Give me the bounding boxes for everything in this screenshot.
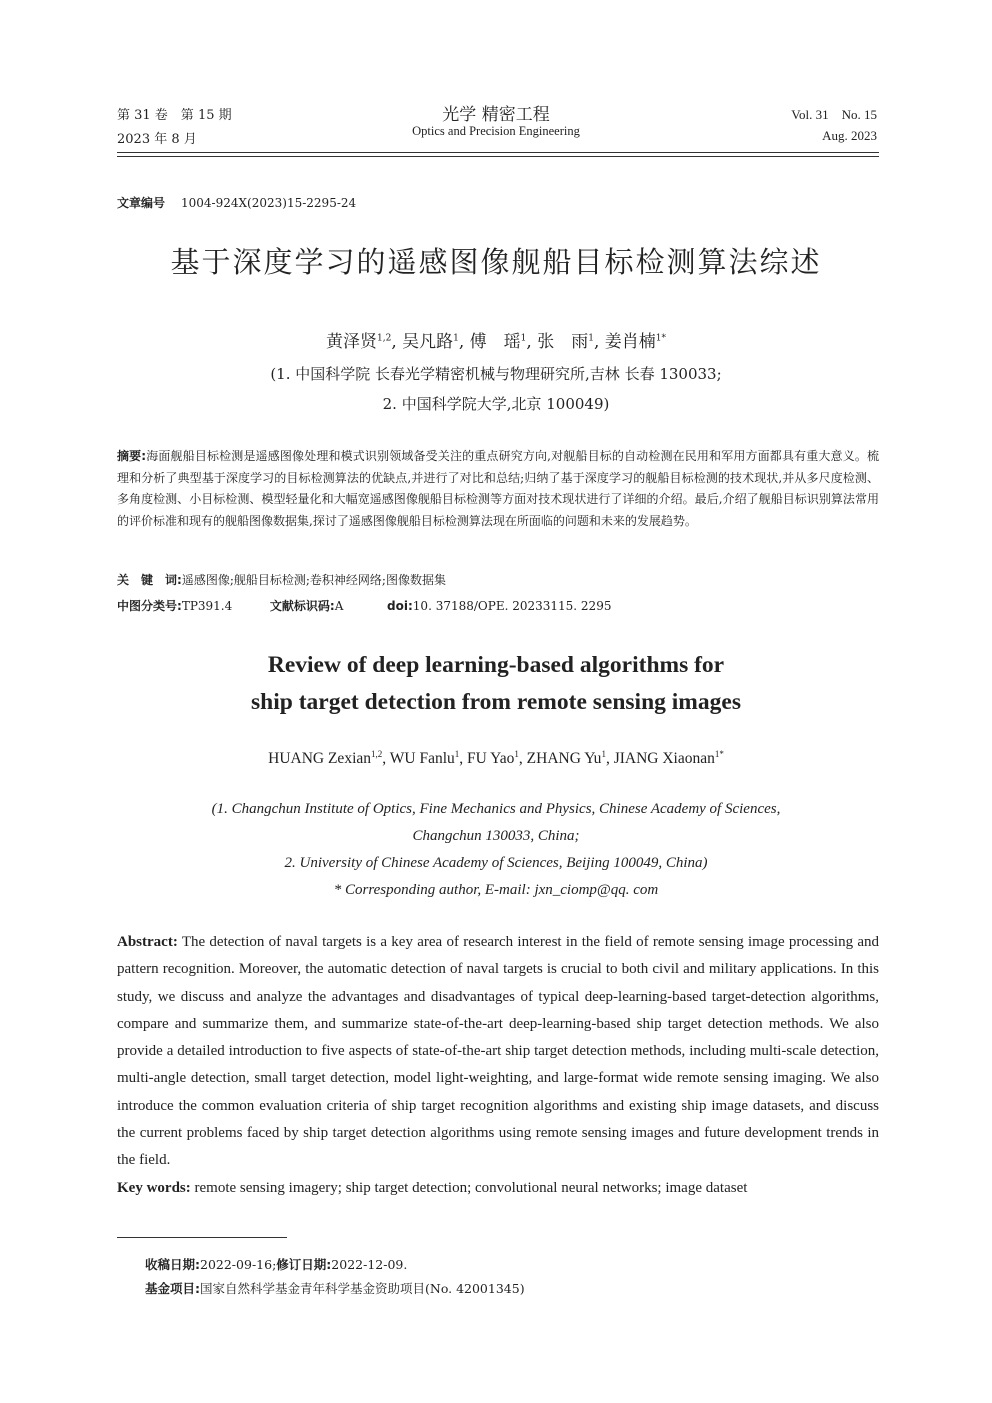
- keywords-cn: [117, 570, 879, 592]
- author-name: 黄泽贤: [325, 332, 377, 352]
- title-en-line-2: ship target detection from remote sensing images: [251, 689, 741, 715]
- author-name: 吴凡路: [402, 332, 454, 352]
- abstract-en-text: The detection of naval targets is a key area of research interest in the field of remote sensing image processing and pattern recognition. Moreover, the automatic detection of naval targets is crucial to both civil and military applications. In this study, we discuss and analyze the advantages and disadvantages of typical deep-learning-based target-detection algorithms, compare and summarize them, and summarize state-of-the-art deep-learning-based ship target detection methods. We also provide a detailed introduction to five aspects of state-of-the-art ship target detection methods, including multi-scale detection, multi-angle detection, small target detection, model light-weighting, and large-format wide remote sensing imaging. We also introduce the common evaluation criteria of ship target recognition algorithms and existing ship image datasets, and discuss the current problems faced by ship target detection algorithms using remote sensing images and future development trends in the field.: [117, 934, 879, 1169]
- article-number-value: 1004-924X(2023)15-2295-24: [181, 196, 357, 210]
- author-affiliation-mark: 1: [453, 333, 459, 344]
- author-name: 姜肖楠: [604, 332, 656, 352]
- author-affiliation-mark: 1: [454, 748, 460, 759]
- affiliation-en-line-2: Changchun 130033, China;: [412, 828, 580, 844]
- abstract-cn-text: 海面舰船目标检测是遥感图像处理和模式识别领域备受关注的重点研究方向,对舰船目标的自动检测在民用和军用方面都具有重大意义。梳理和分析了典型基于深度学习的目标检测算法的优缺点,并进行了对比和总结;归纳了基于深度学习的舰船目标检测的技术现状,并从多尺度检测、多角度检测、小目标检测、模型轻量化和大幅宽遥感图像舰船目标检测等方面对技术现状进行了详细的介绍。最后,介绍了舰船目标识别算法常用的评价标准和现有的舰船图像数据集,探讨了遥感图像舰船目标检测算法现在所面临的问题和未来的发展趋势。: [117, 449, 879, 529]
- article-number: [117, 194, 356, 211]
- abstract-cn: [117, 446, 879, 533]
- keywords-en-label: Key words:: [117, 1179, 191, 1196]
- keywords-cn-label: 关 键 词:: [117, 573, 182, 587]
- classification-line: [117, 596, 879, 618]
- doi-label: doi:: [387, 599, 413, 613]
- author-affiliation-mark: 1*: [714, 748, 724, 759]
- clc-label: 中图分类号:: [117, 599, 182, 613]
- clc-value: TP391.4: [181, 599, 233, 613]
- page-title-cn: 基于深度学习的遥感图像舰船目标检测算法综述: [170, 245, 822, 279]
- publication-date: 2023 年 8 月: [117, 132, 197, 147]
- footnote-funding: [145, 1279, 525, 1297]
- author-name: FU Yao: [467, 750, 515, 767]
- received-label: 收稿日期:: [145, 1257, 200, 1272]
- author-name: WU Fanlu: [389, 750, 455, 767]
- abstract-cn-label: 摘要:: [117, 449, 147, 463]
- author-name: JIANG Xiaonan: [613, 750, 715, 767]
- affiliation-en-line-1: (1. Changchun Institute of Optics, Fine Mechanics and Physics, Chinese Academy of Sciences,: [211, 801, 781, 817]
- affiliation-cn-2: 2. 中国科学院大学,北京 100049): [382, 395, 610, 413]
- author-list-cn: 黄泽贤$^{1,2}$, 吴凡路$^1$, 傅 瑶$^1$, 张 雨$^1$, 姜肖楠$^{1*}$: [325, 332, 666, 352]
- author-affiliation-mark: 1,2: [371, 748, 383, 759]
- author-name: 傅 瑶: [469, 332, 521, 352]
- abstract-en-label: Abstract:: [117, 934, 178, 950]
- author-affiliation-mark: 1: [601, 748, 606, 759]
- revised-label: 修订日期:: [276, 1257, 332, 1272]
- footnote-dates: [145, 1255, 407, 1273]
- author-affiliation-mark: 1,2: [376, 333, 392, 344]
- page-title-en: [0, 647, 992, 721]
- affiliation-en: [0, 796, 992, 904]
- fund-label: 基金项目:: [145, 1281, 200, 1296]
- publication-date-en: Aug. 2023: [822, 128, 877, 143]
- title-en-line-1: Review of deep learning-based algorithms for: [267, 652, 725, 678]
- corresponding-author: * Corresponding author, E-mail: jxn_ciomp@qq. com: [333, 882, 659, 898]
- volume-issue-en: Vol. 31 No. 15: [791, 107, 877, 122]
- revised-value: 2022-12-09.: [331, 1257, 408, 1272]
- article-number-label: 文章编号: [117, 196, 166, 210]
- received-value: 2022-09-16;: [200, 1257, 277, 1272]
- author-name: 张 雨: [537, 332, 589, 352]
- doc-code-label: 文献标识码:: [269, 599, 335, 613]
- author-affiliation-mark: 1: [588, 333, 594, 344]
- journal-name-en: Optics and Precision Engineering: [412, 124, 580, 138]
- doi-value[interactable]: 10. 37188/OPE. 20233115. 2295: [412, 599, 612, 613]
- doc-code-value: A: [334, 599, 344, 613]
- affiliation-en-line-3: 2. University of Chinese Academy of Sciences, Beijing 100049, China): [284, 855, 708, 871]
- header-rule-thin: [117, 156, 879, 157]
- author-name: ZHANG Yu: [526, 750, 602, 767]
- author-name: HUANG Zexian: [268, 750, 372, 767]
- keywords-en-text: remote sensing imagery; ship target detection; convolutional neural networks; image dataset: [194, 1179, 748, 1196]
- abstract-en: [117, 929, 879, 1202]
- author-affiliation-mark: 1*: [655, 333, 666, 344]
- author-list-en: HUANG Zexian$^{1,2}$, WU Fanlu$^1$, FU Yao$^1$, ZHANG Yu$^1$, JIANG Xiaonan$^{1*}$: [268, 748, 724, 767]
- keywords-en: [117, 1175, 879, 1202]
- header-rule-thick: [117, 152, 879, 153]
- affiliation-cn-1: (1. 中国科学院 长春光学精密机械与物理研究所,吉林 长春 130033;: [270, 365, 722, 383]
- author-affiliation-mark: 1: [514, 748, 519, 759]
- author-affiliation-mark: 1: [520, 333, 527, 344]
- journal-name-cn: 光学 精密工程: [442, 105, 550, 125]
- keywords-cn-text: 遥感图像;舰船目标检测;卷积神经网络;图像数据集: [181, 573, 446, 587]
- footnote-rule: [117, 1237, 287, 1238]
- fund-value: 国家自然科学基金青年科学基金资助项目(No. 42001345): [200, 1281, 525, 1296]
- volume-issue: 第 31 卷 第 15 期: [117, 108, 232, 123]
